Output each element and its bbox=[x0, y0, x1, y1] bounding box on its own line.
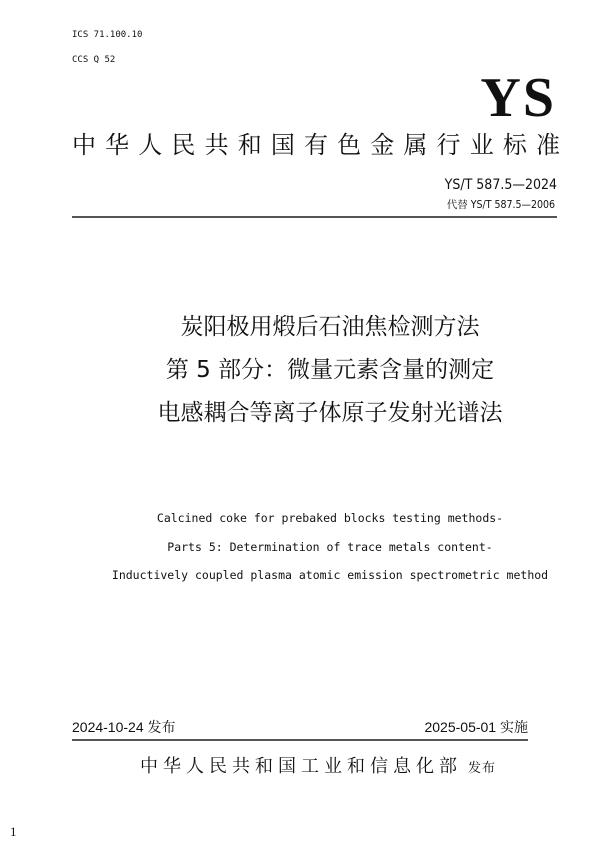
publisher-suffix: 发布 bbox=[468, 761, 497, 776]
char: 准 bbox=[535, 131, 560, 159]
char: 中 bbox=[72, 131, 96, 159]
char: 行 bbox=[436, 131, 461, 159]
footer-divider bbox=[72, 739, 528, 741]
header-divider bbox=[72, 216, 557, 218]
char: 民 bbox=[171, 131, 196, 159]
char: 共 bbox=[204, 131, 229, 159]
char: 色 bbox=[337, 131, 362, 159]
publisher bbox=[140, 752, 496, 778]
title-en-line-2: Parts 5: Determination of trace metals content- bbox=[167, 540, 493, 554]
page-number: 1 bbox=[10, 824, 17, 839]
effective-date: 2025-05-01 实施 bbox=[424, 719, 528, 735]
char: 国 bbox=[270, 131, 295, 159]
ics-code: ICS 71.100.10 bbox=[72, 30, 143, 40]
char: 有 bbox=[303, 131, 328, 159]
char: 和 bbox=[237, 131, 262, 159]
char: 业 bbox=[469, 131, 494, 159]
char: 人 bbox=[138, 131, 163, 159]
title-en-line-3: Inductively coupled plasma atomic emission spectrometric method bbox=[111, 568, 549, 582]
char: 华 bbox=[105, 131, 130, 159]
publisher-name: 中华人民共和国工业和信息化部 bbox=[140, 756, 462, 777]
standard-category-title bbox=[72, 130, 560, 160]
ys-logo: YS bbox=[480, 67, 556, 129]
char: 金 bbox=[370, 131, 395, 159]
title-zh-line-2: 第 5 部分：微量元素含量的测定 bbox=[165, 357, 495, 383]
title-zh-line-3: 电感耦合等离子体原子发射光谱法 bbox=[157, 400, 503, 426]
char: 属 bbox=[403, 131, 428, 159]
char: 标 bbox=[502, 131, 527, 159]
title-zh-line-1: 炭阳极用煅后石油焦检测方法 bbox=[180, 314, 480, 340]
ccs-code: CCS Q 52 bbox=[72, 55, 116, 65]
issue-date: 2024-10-24 发布 bbox=[72, 719, 176, 735]
replaces-code: 代替 YS/T 587.5—2006 bbox=[446, 199, 555, 211]
title-en-line-1: Calcined coke for prebaked blocks testing methods- bbox=[156, 511, 504, 525]
standard-code: YS/T 587.5—2024 bbox=[444, 177, 557, 193]
